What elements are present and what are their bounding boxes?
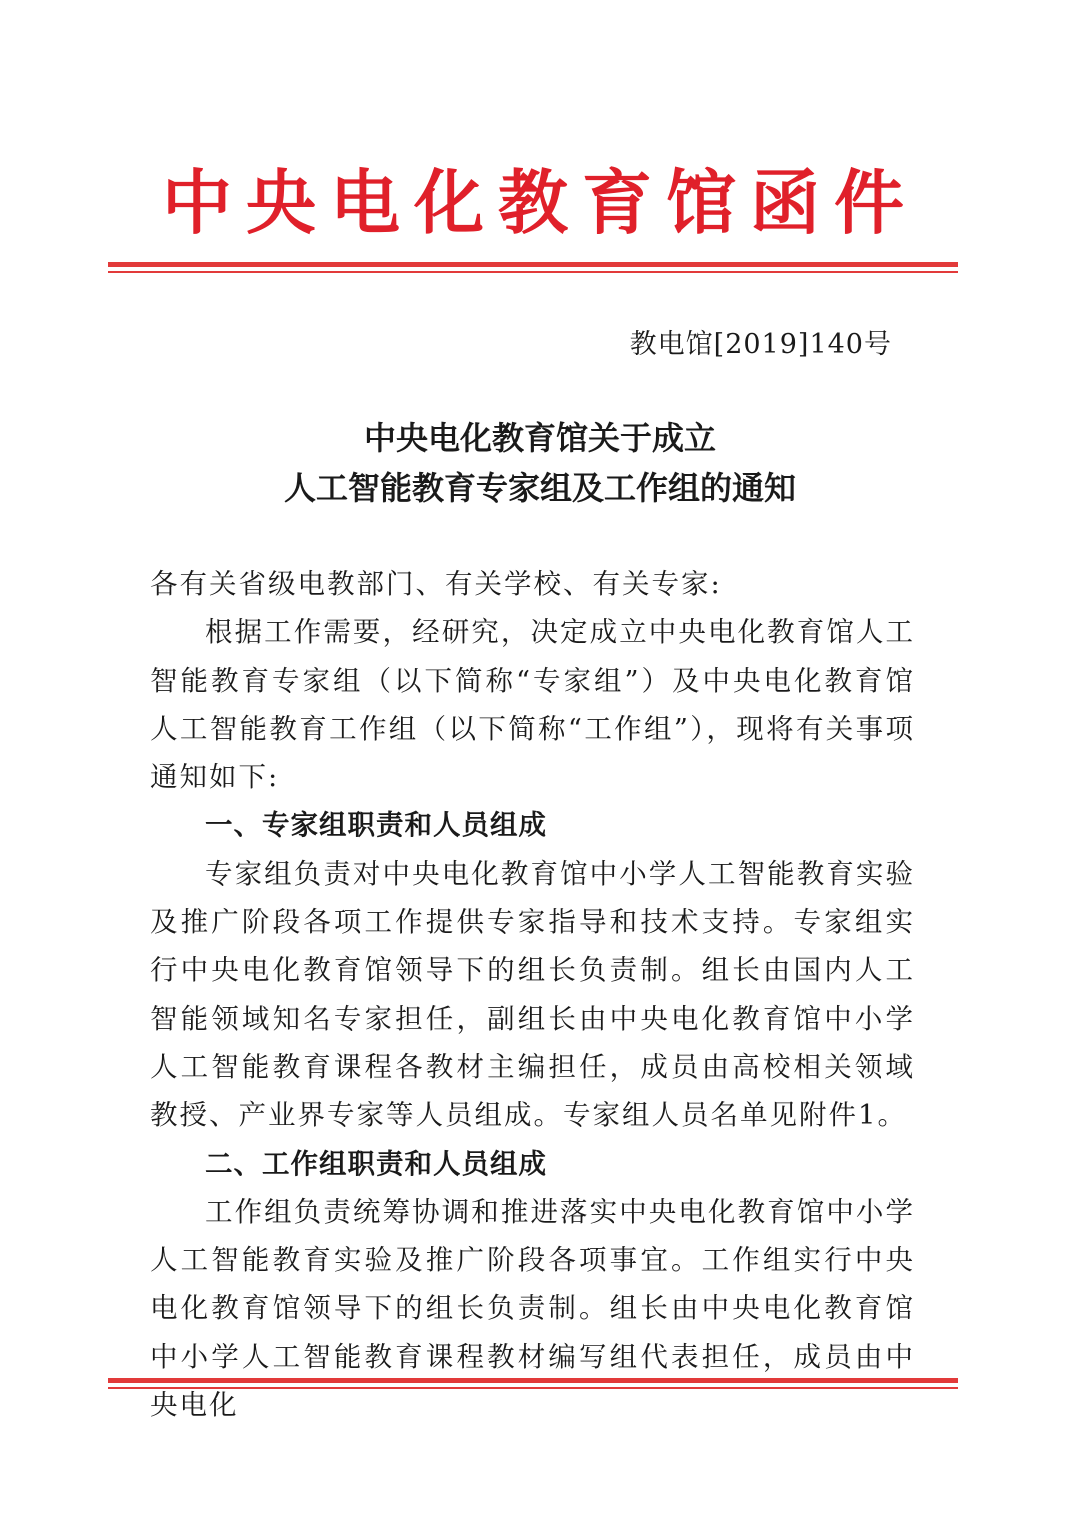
rule-thin-line — [108, 271, 958, 273]
section-1-heading: 一、专家组职责和人员组成 — [205, 809, 547, 842]
notice-body — [150, 560, 915, 1429]
document-number: 教电馆[2019]140号 — [629, 329, 892, 360]
salutation: 各有关省级电教部门、有关学校、有关专家: — [150, 568, 722, 600]
section-2-paragraph: 工作组负责统筹协调和推进落实中央电化教育馆中小学人工智能教育实验及推广阶段各项事宜。工作组实行中央电化教育馆领导下的组长负责制。组长由中央电化教育馆中小学人工智能教育课程教材编写组代表担任，成员由中央电化 — [150, 1195, 915, 1422]
intro-paragraph: 根据工作需要，经研究，决定成立中央电化教育馆人工智能教育专家组（以下简称“专家组”）及中央电化教育馆人工智能教育工作组（以下简称“工作组”），现将有关事项通知如下: — [150, 616, 915, 794]
notice-title-line-1: 中央电化教育馆关于成立 — [363, 419, 716, 457]
section-1-paragraph: 专家组负责对中央电化教育馆中小学人工智能教育实验及推广阶段各项工作提供专家指导和技术支持。专家组实行中央电化教育馆领导下的组长负责制。组长由国内人工智能领域知名专家担任，副组长由中央电化教育馆中小学人工智能教育课程各教材主编担任，成员由高校相关领域教授、产业界专家等人员组成。专家组人员名单见附件1。 — [150, 857, 915, 1132]
rule-thin-line — [108, 1387, 958, 1389]
letterhead-title: 中央电化教育馆函件 — [162, 162, 918, 244]
letterhead-rule-top — [108, 262, 958, 273]
notice-title-line-2: 人工智能教育专家组及工作组的通知 — [283, 469, 796, 507]
section-2-heading: 二、工作组职责和人员组成 — [205, 1147, 547, 1180]
page-rule-bottom — [108, 1378, 958, 1389]
